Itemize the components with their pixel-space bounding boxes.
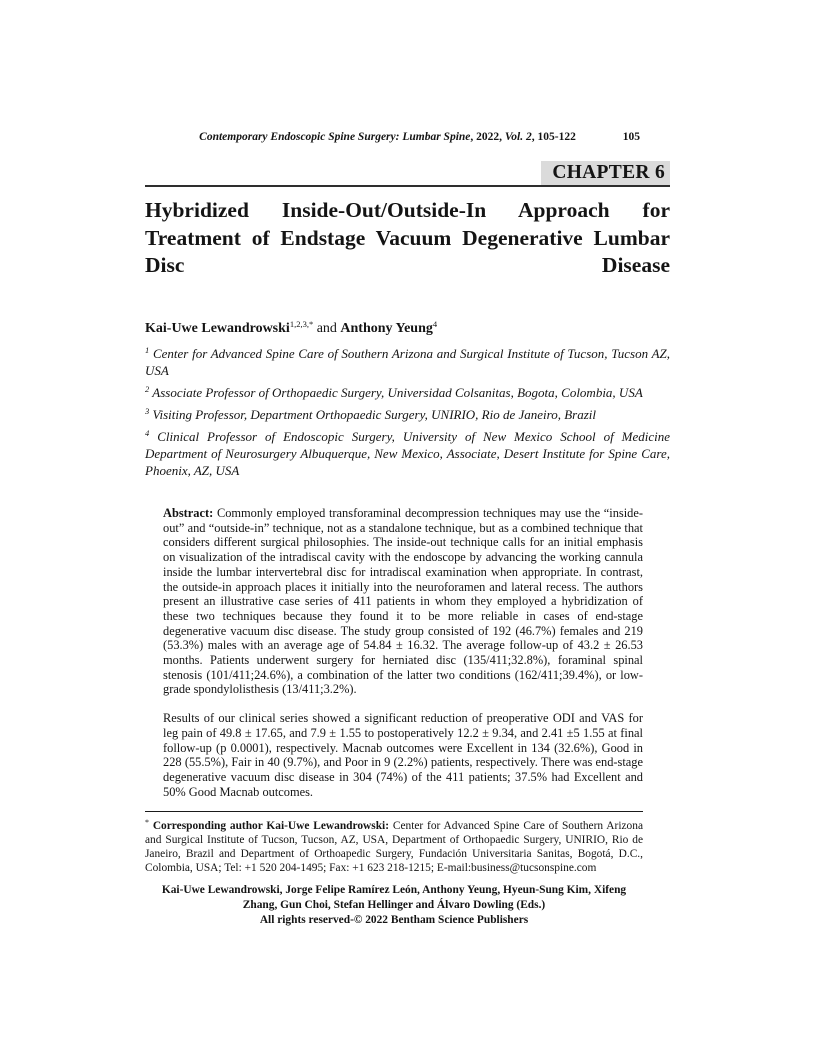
author-name-1: Kai-Uwe Lewandrowski — [145, 321, 290, 336]
affiliation-text: Clinical Professor of Endoscopic Surgery, University of New Mexico School of Medicine Department of Neurosurgery Albuquerque, New Mexico, Associate, Desert Institute for Spine Care, Phoenix, AZ, USA — [145, 429, 670, 478]
affiliations-list — [145, 345, 670, 479]
abstract-paragraph-1-text: Commonly employed transforaminal decompression techniques may use the “inside-out” and “outside-in” technique, not as a standalone technique, but as a combined technique that considers different surgical philosophies. The inside-out technique calls for an initial emphasis on visualization of the intradiscal cavity with the endoscope by advancing the working cannula inside the lumbar intervertebral disc for intradiscal examination when appropriate. In contrast, the outside-in approach places it initially into the neuroforamen and lateral recess. The authors present an illustrative case series of 411 patients in whom they employed a hybridization of these two techniques because they found it to be more reliable in cases of end-stage degenerative vacuum disc disease. The study group consisted of 192 (46.7%) females and 219 (53.3%) males with an average age of 54.84 ± 16.32. The average follow-up of 43.2 ± 26.53 months. Patients underwent surgery for herniated disc (135/411;32.8%), foraminal spinal stenosis (101/411;24.6%), a combination of the latter two conditions (162/411;39.4%), or low-grade spondylolisthesis (13/411;3.2%). — [163, 506, 643, 697]
chapter-banner-row — [145, 161, 670, 187]
author-superscript-2: 4 — [432, 319, 438, 329]
abstract-section — [163, 506, 643, 799]
running-head-sep2: , — [499, 131, 505, 143]
affiliation-superscript: 4 — [145, 428, 150, 438]
affiliation-item — [145, 428, 670, 479]
colophon — [145, 883, 643, 928]
affiliation-superscript: 2 — [145, 384, 150, 394]
page-number: 105 — [622, 131, 640, 143]
running-head-title — [145, 130, 670, 145]
affiliation-item — [145, 345, 670, 379]
running-head — [145, 130, 670, 145]
page-content — [145, 130, 670, 928]
running-head-sep1: , — [470, 131, 477, 143]
running-head-volume: Vol. 2 — [504, 131, 532, 143]
author-name-2: Anthony Yeung — [340, 321, 433, 336]
affiliation-item — [145, 406, 670, 423]
footnote-text: Center for Advanced Spine Care of Southern Arizona and Surgical Institute of Tucson, Tucson, AZ, USA, Department of Orthopaedic Surgery, UNIRIO, Rio de Janeiro, Brazil and Department of Orthoapedic Surgery, Fundación Universitaria Sanitas, Bogotá, D.C., Colombia, USA; Tel: +1 520 204-1495; Fax: +1 623 218-1215; E-mail:business@tucsonspine.com — [145, 820, 643, 875]
book-title: Contemporary Endoscopic Spine Surgery: Lumbar Spine — [199, 131, 471, 143]
running-head-sep3: , — [531, 131, 538, 143]
editors-line: Kai-Uwe Lewandrowski, Jorge Felipe Ramírez León, Anthony Yeung, Hyeun-Sung Kim, Xifeng Zhang, Gun Choi, Stefan Hellinger and Álvaro Dowling (Eds.) — [161, 884, 627, 912]
footnote-label: Corresponding author Kai-Uwe Lewandrowski: — [149, 820, 390, 833]
affiliation-superscript: 3 — [145, 406, 150, 416]
running-head-page-range: 105-122 — [537, 131, 576, 143]
authors-connector: and — [313, 321, 341, 336]
affiliation-text: Visiting Professor, Department Orthopaedic Surgery, UNIRIO, Rio de Janeiro, Brazil — [149, 407, 597, 422]
affiliation-superscript: 1 — [145, 345, 150, 355]
footnote-asterisk: * — [145, 818, 149, 828]
footnote-paragraph — [145, 816, 643, 875]
running-head-year: 2022 — [476, 131, 500, 143]
affiliation-item — [145, 384, 670, 401]
abstract-label: Abstract: — [163, 506, 214, 520]
rights-line: All rights reserved-© 2022 Bentham Science Publishers — [259, 914, 529, 927]
abstract-paragraph-1 — [163, 506, 643, 697]
footnote-section — [145, 811, 643, 875]
affiliation-text: Associate Professor of Orthopaedic Surgery, Universidad Colsanitas, Bogota, Colombia, USA — [149, 385, 643, 400]
chapter-title: Hybridized Inside-Out/Outside-In Approach for Treatment of Endstage Vacuum Degenerative Lumbar Disc Disease — [145, 198, 670, 277]
chapter-banner: CHAPTER 6 — [541, 161, 670, 185]
authors-line — [145, 320, 670, 337]
author-superscript-1: 1,2,3,* — [289, 319, 314, 329]
affiliation-text: Center for Advanced Spine Care of Southern Arizona and Surgical Institute of Tucson, Tucson AZ, USA — [145, 346, 670, 378]
abstract-paragraph-2: Results of our clinical series showed a significant reduction of preoperative ODI and VAS for leg pain of 49.8 ± 17.65, and 7.9 ± 1.55 to postoperatively 12.2 ± 9.34, and 2.41 ±5 1.55 at final follow-up (p 0.0001), respectively. Macnab outcomes were Excellent in 134 (32.6%), Good in 228 (55.5%), Fair in 40 (9.7%), and Poor in 9 (2.2%) patients, respectively. There was end-stage degenerative vacuum disc disease in 304 (74%) of the 411 patients; 37.5% had Excellent and 50% Good Macnab outcomes. — [163, 711, 643, 799]
